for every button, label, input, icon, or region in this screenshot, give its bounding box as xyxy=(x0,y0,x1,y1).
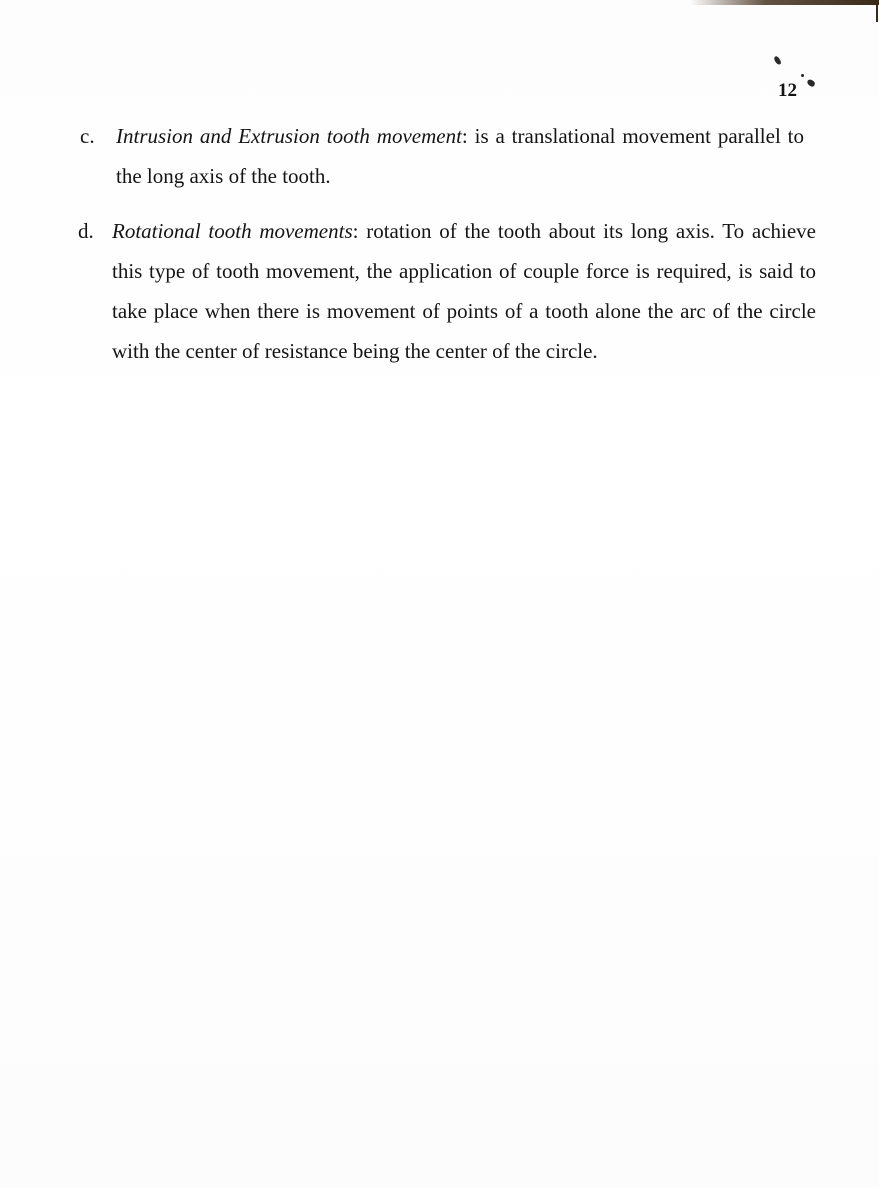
term-description: : is a translational movement parallel to the long axis of the tooth. xyxy=(116,124,804,188)
term-description: : rotation of the tooth about its long axis. To achieve this type of tooth movement, the application of couple force is required, is said to take place when there is movement of points of a tooth alone the arc of the circle with the center of resistance being the center of the circle. xyxy=(112,219,816,363)
scan-edge-mark xyxy=(876,0,878,22)
list-item-d xyxy=(78,211,818,411)
term-heading: Rotational tooth movements xyxy=(112,219,353,243)
ink-speck xyxy=(773,55,782,65)
ink-speck xyxy=(806,78,816,87)
page-number: 12 xyxy=(778,80,797,101)
list-item-body xyxy=(112,211,816,371)
list-item-body xyxy=(116,116,804,196)
ink-speck xyxy=(801,74,804,77)
list-marker: d. xyxy=(78,219,94,243)
scan-edge-shadow xyxy=(690,0,879,5)
list-marker: c. xyxy=(80,124,95,148)
list-item-c xyxy=(80,116,810,196)
term-heading: Intrusion and Extrusion tooth movement xyxy=(116,124,462,148)
